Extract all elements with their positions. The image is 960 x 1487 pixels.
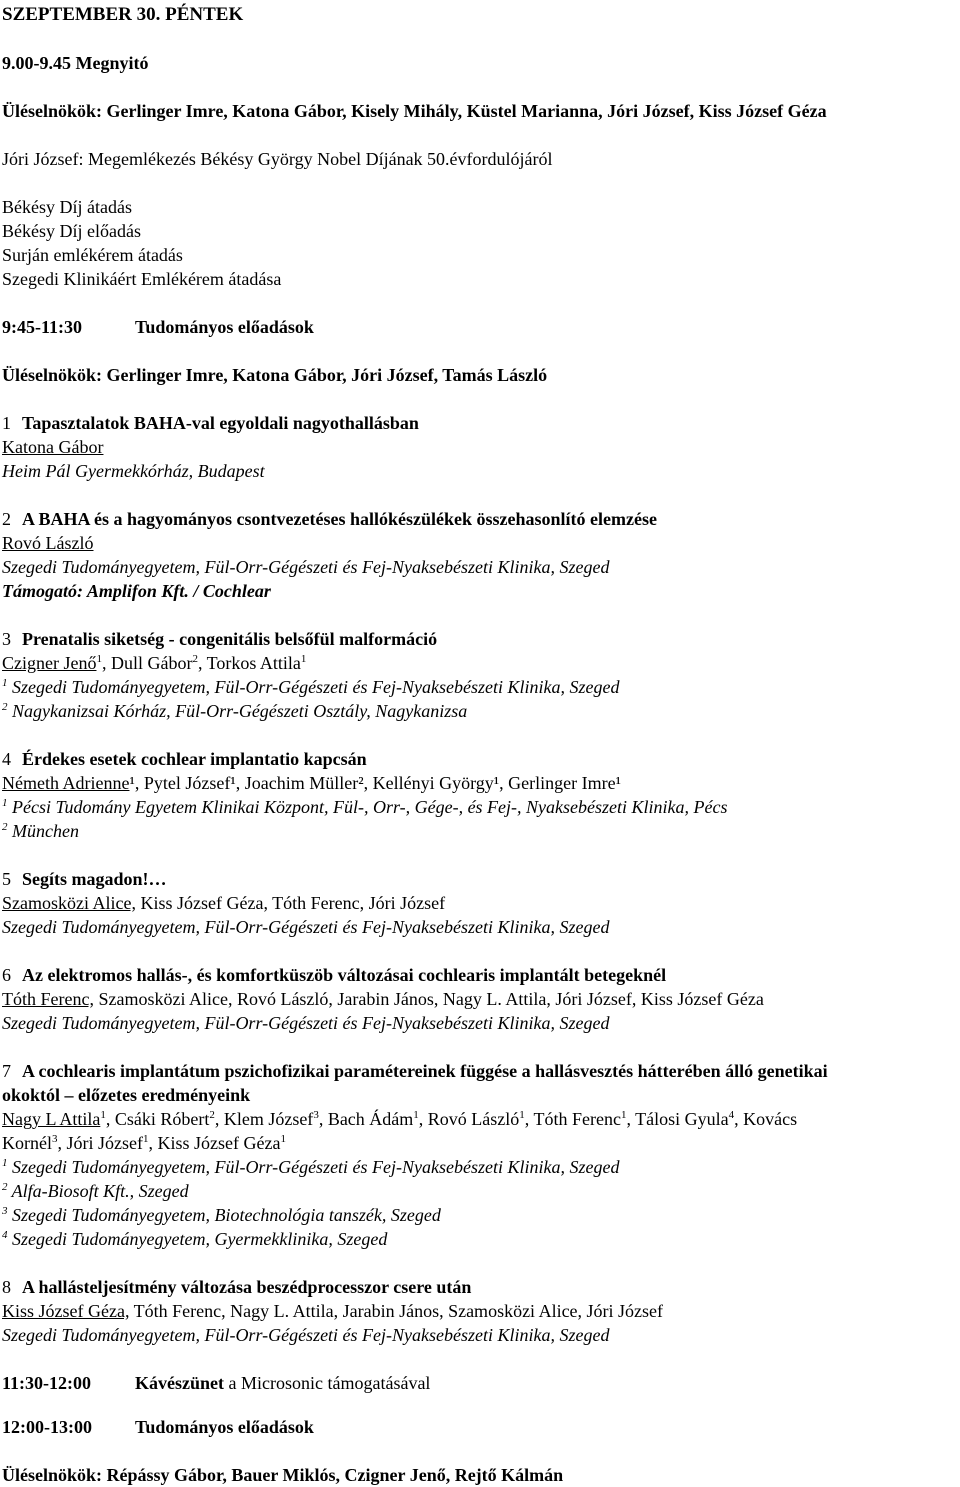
affil-sup: 2 xyxy=(192,653,198,665)
affil-sup: 1 xyxy=(2,677,8,689)
affil-text: Szegedi Tudományegyetem, Biotechnológia tanszék, Szeged xyxy=(7,1205,441,1225)
program-page xyxy=(2,2,958,1487)
author-name: , Kovács xyxy=(734,1109,798,1129)
session1-chairs: Üléselnökök: Gerlinger Imre, Katona Gábor, Jóri József, Tamás László xyxy=(2,365,548,385)
affil-sup: 1 xyxy=(96,653,102,665)
affil-sup: 3 xyxy=(313,1109,319,1121)
talk-2-sponsor: Támogató: Amplifon Kft. / Cochlear xyxy=(2,581,271,601)
award-1: Békésy Díj átadás xyxy=(2,197,132,217)
affil-sup: 3 xyxy=(51,1133,58,1145)
talk-1-presenter: Katona Gábor xyxy=(2,437,104,457)
affil-sup: 1 xyxy=(620,1109,627,1121)
author-list: Tóth Ferenc, Nagy L. Attila, Jarabin János, Szamosközi Alice, Jóri József xyxy=(129,1301,664,1321)
commemoration-line: Jóri József: Megemlékezés Békésy György Nobel Díjának 50.évfordulójáról xyxy=(2,149,553,169)
talk-4-affil-2 xyxy=(2,819,958,843)
talk-title: Tapasztalatok BAHA-val egyoldali nagyothallásban xyxy=(22,413,419,433)
author-name: , Tóth Ferenc xyxy=(524,1109,621,1129)
presenter-name: Tóth Ferenc, xyxy=(2,989,94,1009)
talk-title: A BAHA és a hagyományos csontvezetéses hallókészülékek összehasonlító elemzése xyxy=(22,509,657,529)
author-name: , Jóri József xyxy=(57,1133,143,1153)
author-name: Kornél xyxy=(2,1133,52,1153)
author-list: Kiss József Géza, Tóth Ferenc, Jóri József xyxy=(135,893,446,913)
presenter-name: Kiss József Géza, xyxy=(2,1301,130,1321)
talk-4-authors xyxy=(2,771,958,795)
talk-6-authors xyxy=(2,987,958,1011)
session2-chairs: Üléselnökök: Répássy Gábor, Bauer Miklós, Czigner Jenő, Rejtő Kálmán xyxy=(2,1465,564,1485)
affil-sup: 2 xyxy=(2,821,8,833)
affil-sup: 1 xyxy=(2,1157,8,1169)
session1-header xyxy=(2,315,958,339)
talk-2-presenter: Rovó László xyxy=(2,533,94,553)
talk-8-title-line xyxy=(2,1275,958,1299)
talk-number: 6 xyxy=(2,965,11,985)
affil-sup: 1 xyxy=(142,1133,149,1145)
talk-7-authors-line-1 xyxy=(2,1107,958,1131)
chairs-opening: Üléselnökök: Gerlinger Imre, Katona Gábor, Kisely Mihály, Küstel Marianna, Jóri József, Kiss József Géza xyxy=(2,101,827,121)
talk-7-title-line-1 xyxy=(2,1059,958,1083)
affil-text: Szegedi Tudományegyetem, Gyermekklinika, Szeged xyxy=(7,1229,388,1249)
talk-3-affil-2 xyxy=(2,699,958,723)
affil-text: Szegedi Tudományegyetem, Fül-Orr-Gégészeti és Fej-Nyaksebészeti Klinika, Szeged xyxy=(7,1157,620,1177)
affil-sup: 4 xyxy=(728,1109,735,1121)
affil-text: Nagykanizsai Kórház, Fül-Orr-Gégészeti Osztály, Nagykanizsa xyxy=(7,701,468,721)
award-3: Surján emlékérem átadás xyxy=(2,245,183,265)
talk-7-affil-2 xyxy=(2,1179,958,1203)
author-name: , Kiss József Géza xyxy=(148,1133,281,1153)
talk-7-title-line-2: okoktól – előzetes eredményeink xyxy=(2,1085,251,1105)
author-list: Szamosközi Alice, Rovó László, Jarabin János, Nagy L. Attila, Jóri József, Kiss József Géza xyxy=(93,989,764,1009)
session2-header xyxy=(2,1415,958,1439)
affil-sup: 3 xyxy=(2,1205,8,1217)
coffee-time: 11:30-12:00 xyxy=(2,1373,91,1393)
talk-number: 4 xyxy=(2,749,11,769)
talk-1-affiliation: Heim Pál Gyermekkórház, Budapest xyxy=(2,461,265,481)
talk-title: Prenatalis siketség - congenitális belsőfül malformáció xyxy=(22,629,438,649)
talk-title: Az elektromos hallás-, és komfortküszöb változásai cochlearis implantált betegeknél xyxy=(22,965,667,985)
talk-1-title-line xyxy=(2,411,958,435)
session2-title: Tudományos előadások xyxy=(135,1417,314,1437)
affil-sup: 1 xyxy=(519,1109,525,1121)
talk-7-affil-1 xyxy=(2,1155,958,1179)
talk-8-affiliation: Szegedi Tudományegyetem, Fül-Orr-Gégészeti és Fej-Nyaksebészeti Klinika, Szeged xyxy=(2,1325,610,1345)
talk-5-authors xyxy=(2,891,958,915)
talk-number: 7 xyxy=(2,1061,11,1081)
talk-number: 1 xyxy=(2,413,11,433)
presenter-name: Czigner Jenő xyxy=(2,653,97,673)
talk-2-affiliation: Szegedi Tudományegyetem, Fül-Orr-Gégészeti és Fej-Nyaksebészeti Klinika, Szeged xyxy=(2,557,610,577)
author-name: , Rovó László xyxy=(418,1109,520,1129)
author-name: , Klem József xyxy=(214,1109,314,1129)
talk-4-title-line xyxy=(2,747,958,771)
talk-8-authors xyxy=(2,1299,958,1323)
coffee-label: Kávészünet xyxy=(135,1373,224,1393)
talk-number: 2 xyxy=(2,509,11,529)
author-list: ¹, Pytel József¹, Joachim Müller², Kellényi György¹, Gerlinger Imre¹ xyxy=(129,773,622,793)
talk-5-title-line xyxy=(2,867,958,891)
author-name: , Torkos Attila xyxy=(197,653,301,673)
affil-sup: 2 xyxy=(2,1181,8,1193)
talk-number: 3 xyxy=(2,629,11,649)
affil-sup: 4 xyxy=(2,1229,8,1241)
session1-title: Tudományos előadások xyxy=(135,317,314,337)
affil-sup: 2 xyxy=(2,701,8,713)
talk-title: Érdekes esetek cochlear implantatio kapcsán xyxy=(22,749,367,769)
affil-sup: 2 xyxy=(209,1109,215,1121)
opening-line: 9.00-9.45 Megnyitó xyxy=(2,53,149,73)
talk-7-authors-line-2 xyxy=(2,1131,958,1155)
affil-sup: 1 xyxy=(100,1109,106,1121)
coffee-break-line xyxy=(2,1371,958,1395)
award-2: Békésy Díj előadás xyxy=(2,221,141,241)
talk-2-title-line xyxy=(2,507,958,531)
day-heading: SZEPTEMBER 30. PÉNTEK xyxy=(2,4,244,25)
presenter-name: Németh Adrienne xyxy=(2,773,130,793)
talk-6-affiliation: Szegedi Tudományegyetem, Fül-Orr-Gégészeti és Fej-Nyaksebészeti Klinika, Szeged xyxy=(2,1013,610,1033)
session2-time: 12:00-13:00 xyxy=(2,1417,92,1437)
affil-text: Alfa-Biosoft Kft., Szeged xyxy=(7,1181,189,1201)
affil-text: München xyxy=(7,821,79,841)
coffee-sponsor: a Microsonic támogatásával xyxy=(224,1373,431,1393)
presenter-name: Nagy L Attila xyxy=(2,1109,101,1129)
talk-3-title-line xyxy=(2,627,958,651)
talk-title: A cochlearis implantátum pszichofizikai paramétereinek függése a hallásvesztés hátterében álló genetikai xyxy=(22,1061,828,1081)
talk-number: 8 xyxy=(2,1277,11,1297)
affil-text: Pécsi Tudomány Egyetem Klinikai Központ, Fül-, Orr-, Gége-, és Fej-, Nyaksebészeti Klinika, Pécs xyxy=(7,797,728,817)
talk-7-affil-3 xyxy=(2,1203,958,1227)
talk-title: A hallásteljesítmény változása beszédprocesszor csere után xyxy=(22,1277,472,1297)
affil-sup: 1 xyxy=(280,1133,286,1145)
talk-6-title-line xyxy=(2,963,958,987)
presenter-name: Szamosközi Alice, xyxy=(2,893,136,913)
talk-4-affil-1 xyxy=(2,795,958,819)
affil-sup: 1 xyxy=(2,797,8,809)
talk-number: 5 xyxy=(2,869,11,889)
author-name: , Csáki Róbert xyxy=(105,1109,210,1129)
talk-7-affil-4 xyxy=(2,1227,958,1251)
talk-3-authors xyxy=(2,651,958,675)
award-4: Szegedi Klinikáért Emlékérem átadása xyxy=(2,269,282,289)
session1-time: 9:45-11:30 xyxy=(2,317,82,337)
author-name: , Tálosi Gyula xyxy=(626,1109,729,1129)
talk-5-affiliation: Szegedi Tudományegyetem, Fül-Orr-Gégészeti és Fej-Nyaksebészeti Klinika, Szeged xyxy=(2,917,610,937)
affil-text: Szegedi Tudományegyetem, Fül-Orr-Gégészeti és Fej-Nyaksebészeti Klinika, Szeged xyxy=(7,677,620,697)
author-name: , Bach Ádám xyxy=(318,1109,414,1129)
affil-sup: 1 xyxy=(413,1109,419,1121)
talk-3-affil-1 xyxy=(2,675,958,699)
talk-title: Segíts magadon!… xyxy=(22,869,167,889)
author-name: , Dull Gábor xyxy=(101,653,193,673)
affil-sup: 1 xyxy=(300,653,307,665)
